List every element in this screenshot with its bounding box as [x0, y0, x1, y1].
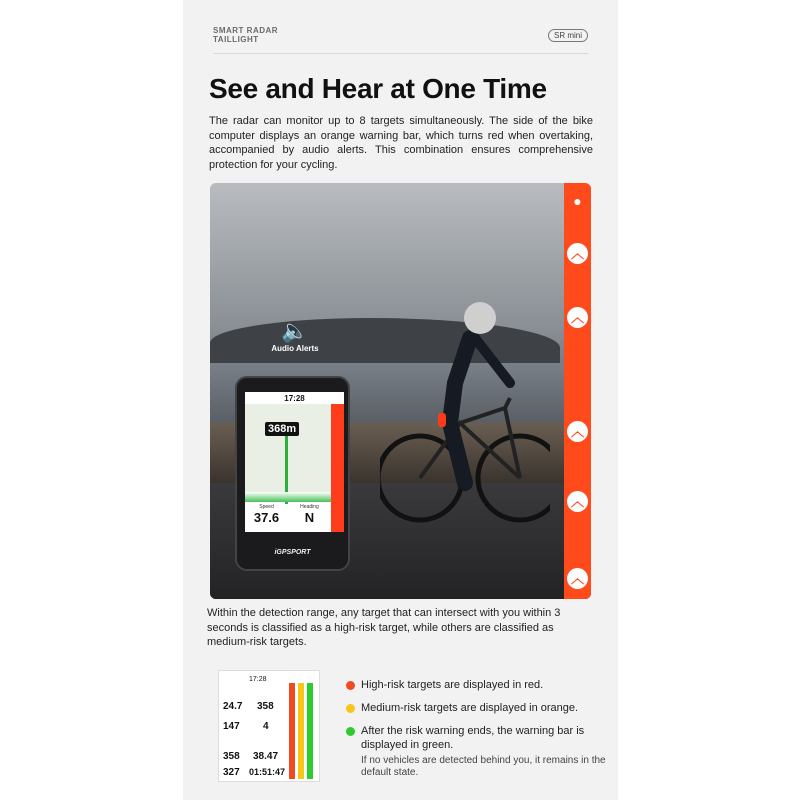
device-warning-bar	[331, 404, 344, 532]
map-view	[245, 404, 331, 492]
header	[213, 26, 588, 54]
detection-text: Within the detection range, any target that can intersect with you within 3 seconds is classified as a high-risk target, while others are classified as medium-risk targets.	[207, 607, 561, 648]
yellow-dot-icon	[346, 704, 355, 713]
chevron-up-icon: ︿	[567, 307, 588, 328]
svg-text:01:51:47: 01:51:47	[249, 767, 286, 777]
radar-warning-bar	[564, 183, 591, 599]
device-brand: iGPSPORT	[274, 549, 311, 556]
brand-label: SMART RADAR TAILLIGHT	[213, 26, 279, 44]
chevron-up-icon: ︿	[567, 568, 588, 589]
svg-text:358: 358	[257, 701, 274, 712]
legend-item-medium-risk	[346, 701, 611, 715]
legend-text: High-risk targets are displayed in red.	[361, 679, 544, 691]
elevation-profile	[245, 492, 331, 502]
speaker-icon: 🔈	[281, 318, 309, 343]
speed-value: 37.6	[253, 510, 280, 525]
svg-text:24.7: 24.7	[223, 701, 243, 712]
description: The radar can monitor up to 8 targets simultaneously. The side of the bike computer displays an orange warning bar, which turns red when overtaking, accompanied by audio alerts. This combination ensures comprehensive protection for your cycling.	[209, 115, 593, 171]
legend-subtext: If no vehicles are detected behind you, it remains in the default state.	[361, 755, 606, 778]
svg-text:17:28: 17:28	[249, 676, 267, 683]
svg-text:147: 147	[223, 721, 240, 732]
svg-text:38.47: 38.47	[253, 751, 279, 762]
legend-text: After the risk warning ends, the warning bar is displayed in green.	[361, 725, 585, 751]
svg-text:327: 327	[223, 767, 240, 778]
red-dot-icon	[346, 681, 355, 690]
mini-device-illustration	[219, 671, 319, 781]
bike-computer	[235, 376, 350, 571]
legend-text: Medium-risk targets are displayed in orange.	[361, 702, 579, 714]
legend-item-high-risk	[346, 678, 611, 692]
cyclist-illustration	[380, 283, 550, 533]
green-dot-icon	[346, 727, 355, 736]
audio-alert	[260, 318, 330, 353]
heading-label: Heading	[300, 504, 319, 510]
svg-text:358: 358	[223, 751, 240, 762]
product-badge: SR mini	[548, 29, 588, 42]
audio-alert-label: Audio Alerts	[271, 344, 319, 353]
heading-value: N	[304, 510, 315, 525]
device-screen	[245, 392, 344, 532]
chevron-up-icon: ︿	[567, 421, 588, 442]
stats-row	[245, 504, 331, 532]
legend	[346, 678, 611, 788]
device-time: 17:28	[284, 394, 305, 403]
legend-item-clear	[346, 724, 611, 779]
hero-photo	[210, 183, 591, 599]
chevron-up-icon: ︿	[567, 491, 588, 512]
rider-icon: ●	[573, 193, 582, 209]
content-card	[183, 0, 618, 800]
heading-stat	[288, 504, 331, 525]
speed-label: Speed	[259, 504, 274, 510]
svg-text:4: 4	[263, 721, 269, 732]
mini-device-screen	[218, 670, 320, 782]
page-title: See and Hear at One Time	[209, 73, 547, 104]
turn-distance: 368m	[265, 422, 299, 436]
chevron-up-icon: ︿	[567, 243, 588, 264]
speed-stat	[245, 504, 288, 525]
